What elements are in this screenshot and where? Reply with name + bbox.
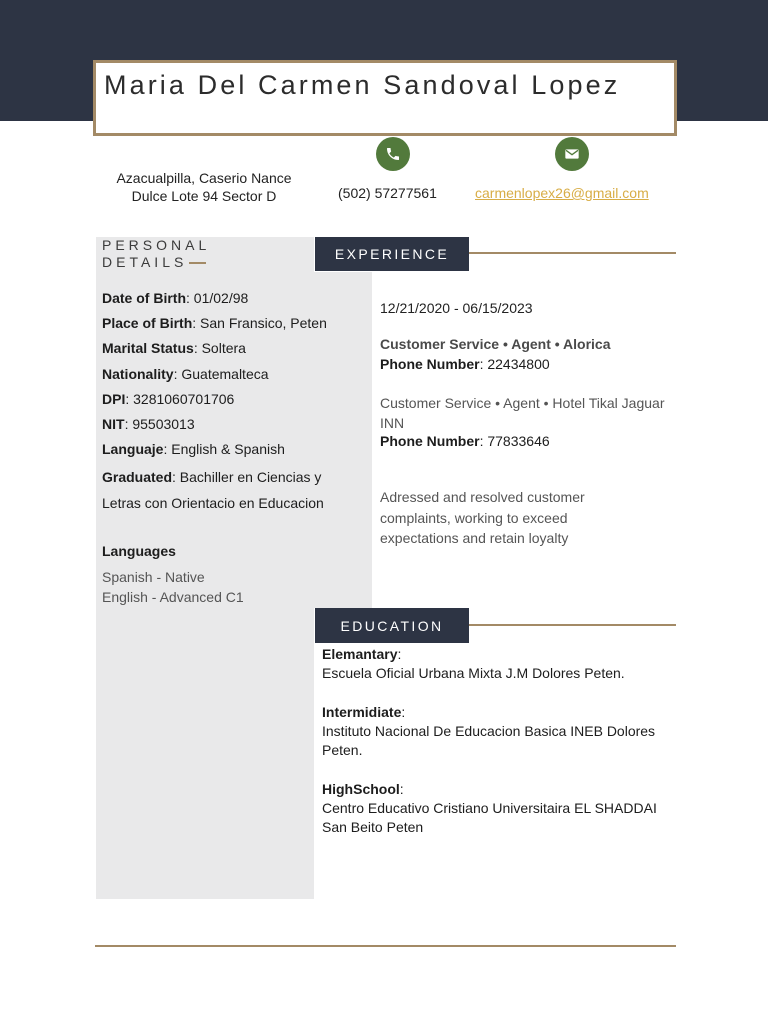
education-heading: EDUCATION (315, 608, 469, 643)
job-1-title: Customer Service • Agent • Alorica (380, 336, 611, 352)
detail-graduated: Graduated: Bachiller en Ciencias y Letras con Orientacio en Educacion (102, 469, 324, 511)
envelope-icon (555, 137, 589, 171)
detail-languaje: Languaje: English & Spanish (102, 441, 285, 458)
job-description: Adressed and resolved customer complaints, working to exceed expectations and retain loyalty (380, 489, 585, 546)
address-line-1: Azacualpilla, Caserio Nance (116, 170, 292, 186)
personal-heading-line-2: DETAILS (102, 254, 188, 270)
language-item: English - Advanced C1 (102, 589, 244, 605)
heading-dash (189, 262, 206, 264)
languages-heading: Languages (102, 543, 176, 559)
personal-details-list (102, 289, 364, 516)
email-link[interactable]: carmenlopex26@gmail.com (475, 185, 649, 201)
education-item-elementary: Elemantary: Escuela Oficial Urbana Mixta J.M Dolores Peten. (322, 646, 625, 681)
detail-nit: NIT: 95503013 (102, 415, 195, 432)
education-divider (469, 624, 676, 626)
experience-dates: 12/21/2020 - 06/15/2023 (380, 300, 533, 316)
detail-dpi: DPI: 3281060701706 (102, 390, 235, 407)
personal-details-heading (102, 237, 210, 271)
name-box (93, 60, 677, 136)
phone-number: (502) 57277561 (338, 185, 437, 201)
address-line-2: Dulce Lote 94 Sector D (131, 188, 277, 204)
experience-heading: EXPERIENCE (315, 237, 469, 271)
phone-icon (376, 137, 410, 171)
footer-divider (95, 945, 676, 947)
job-2-phone: Phone Number: 77833646 (380, 433, 550, 449)
experience-divider (469, 252, 676, 254)
job-1-phone: Phone Number: 22434800 (380, 356, 550, 372)
address (98, 169, 310, 205)
education-item-intermediate: Intermidiate: Instituto Nacional De Educacion Basica INEB Dolores Peten. (322, 704, 656, 758)
education-item-highschool: HighSchool: Centro Educativo Cristiano Universitaira EL SHADDAI San Beito Peten (322, 781, 657, 835)
personal-heading-line-1: PERSONAL (102, 237, 211, 253)
detail-nationality: Nationality: Guatemalteca (102, 365, 269, 382)
detail-date-of-birth: Date of Birth: 01/02/98 (102, 290, 249, 306)
detail-place-of-birth: Place of Birth: San Fransico, Peten (102, 315, 327, 332)
candidate-name: Maria Del Carmen Sandoval Lopez (104, 70, 621, 100)
job-2-title: Customer Service • Agent • Hotel Tikal Jaguar INN (380, 395, 665, 431)
language-item: Spanish - Native (102, 569, 205, 585)
languages-list (102, 567, 244, 607)
detail-marital-status: Marital Status: Soltera (102, 340, 246, 357)
